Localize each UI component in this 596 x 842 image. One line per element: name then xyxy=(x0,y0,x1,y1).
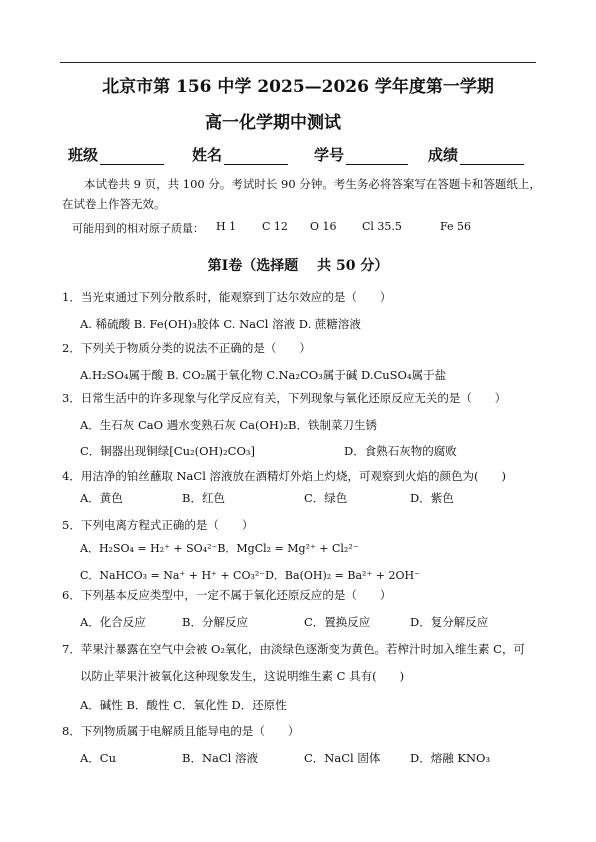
student-id-field xyxy=(314,144,408,165)
question-6-option-a: A．化合反应 xyxy=(80,615,146,629)
question-8-option-a: A．Cu xyxy=(80,751,117,765)
score-blank xyxy=(460,149,524,165)
section-title: 第Ⅰ卷（选择题 共 50 分） xyxy=(207,258,389,274)
question-3-options-ab: A．生石灰 CaO 遇水变熟石灰 Ca(OH)₂B．铁制菜刀生锈 xyxy=(80,418,377,432)
question-3-option-d: D．食熟石灰物的腐败 xyxy=(344,444,457,458)
score-label: 成绩 xyxy=(428,146,459,164)
question-6-option-d: D．复分解反应 xyxy=(410,615,489,629)
atomic-mass-fe: Fe 56 xyxy=(440,220,472,233)
question-8-option-d: D．熔融 KNO₃ xyxy=(410,751,491,765)
atomic-mass-cl: Cl 35.5 xyxy=(362,220,402,233)
question-7-stem-cont: 以防止苹果汁被氧化这种现象发生，这说明维生素 C 具有( ) xyxy=(80,669,405,683)
atomic-mass-o: O 16 xyxy=(310,220,337,233)
name-blank xyxy=(224,149,288,165)
atomic-mass-label: 可能用到的相对原子质量： xyxy=(72,222,204,235)
question-5-options-ab: A．H₂SO₄ = H₂⁺ + SO₄²⁻B．MgCl₂ = Mg²⁺ + Cl₂²⁻ xyxy=(80,542,359,555)
question-2-stem: 2．下列关于物质分类的说法不正确的是（ ） xyxy=(62,341,311,355)
atomic-mass-c: C 12 xyxy=(262,220,288,233)
question-3-option-c: C．铜器出现铜绿[Cu₂(OH)₂CO₃] xyxy=(80,444,255,458)
score-field xyxy=(428,144,524,165)
student-id-label: 学号 xyxy=(314,146,345,164)
name-label: 姓名 xyxy=(192,146,223,164)
question-6-option-c: C．置换反应 xyxy=(304,615,371,629)
exam-title: 北京市第 156 中学 2025—2026 学年度第一学期 xyxy=(102,77,494,97)
question-6-option-b: B．分解反应 xyxy=(182,615,248,629)
top-rule xyxy=(60,62,536,63)
question-8-option-c: C．NaCl 固体 xyxy=(304,751,381,765)
question-4-option-a: A．黄色 xyxy=(80,491,123,505)
exam-subtitle: 高一化学期中测试 xyxy=(205,113,341,133)
question-6-stem: 6．下列基本反应类型中，一定不属于氧化还原反应的是（ ） xyxy=(62,588,392,602)
question-4-option-b: B．红色 xyxy=(182,491,225,505)
class-field xyxy=(68,144,164,165)
question-5-options-cd: C．NaHCO₃ = Na⁺ + H⁺ + CO₃²⁻D．Ba(OH)₂ = Ba²⁺ + 2OH⁻ xyxy=(80,569,420,582)
class-blank xyxy=(100,149,164,165)
question-2-options: A.H₂SO₄属于酸 B. CO₂属于氧化物 C.Na₂CO₃属于碱 D.CuSO₄属于盐 xyxy=(80,368,447,382)
atomic-mass-h: H 1 xyxy=(216,220,237,233)
question-7-stem: 7．苹果汁暴露在空气中会被 O₂氧化，由淡绿色逐渐变为黄色。若榨汁时加入维生素 C，可 xyxy=(62,642,525,656)
question-3-stem: 3．日常生活中的许多现象与化学反应有关，下列现象与氧化还原反应无关的是（ ） xyxy=(62,391,507,405)
question-1-options: A. 稀硫酸 B. Fe(OH)₃胶体 C. NaCl 溶液 D. 蔗糖溶液 xyxy=(80,317,361,331)
question-8-stem: 8．下列物质属于电解质且能导电的是（ ） xyxy=(62,724,300,738)
question-7-options: A．碱性 B．酸性 C．氧化性 D．还原性 xyxy=(80,698,287,712)
question-8-option-b: B．NaCl 溶液 xyxy=(182,751,259,765)
question-4-option-d: D．紫色 xyxy=(410,491,454,505)
question-4-option-c: C．绿色 xyxy=(304,491,348,505)
question-1-stem: 1．当光束通过下列分散系时，能观察到丁达尔效应的是（ ） xyxy=(62,290,392,304)
class-label: 班级 xyxy=(68,146,99,164)
name-field xyxy=(192,144,288,165)
question-5-stem: 5．下列电离方程式正确的是（ ） xyxy=(62,518,254,532)
instructions-line1: 本试卷共 9 页，共 100 分。考试时长 90 分钟。考生务必将答案写在答题卡和答题纸上， xyxy=(84,177,541,191)
question-4-stem: 4．用洁净的铂丝蘸取 NaCl 溶液放在酒精灯外焰上灼烧，可观察到火焰的颜色为( ) xyxy=(62,469,506,483)
instructions-line2: 在试卷上作答无效。 xyxy=(62,197,166,211)
student-id-blank xyxy=(346,149,408,165)
